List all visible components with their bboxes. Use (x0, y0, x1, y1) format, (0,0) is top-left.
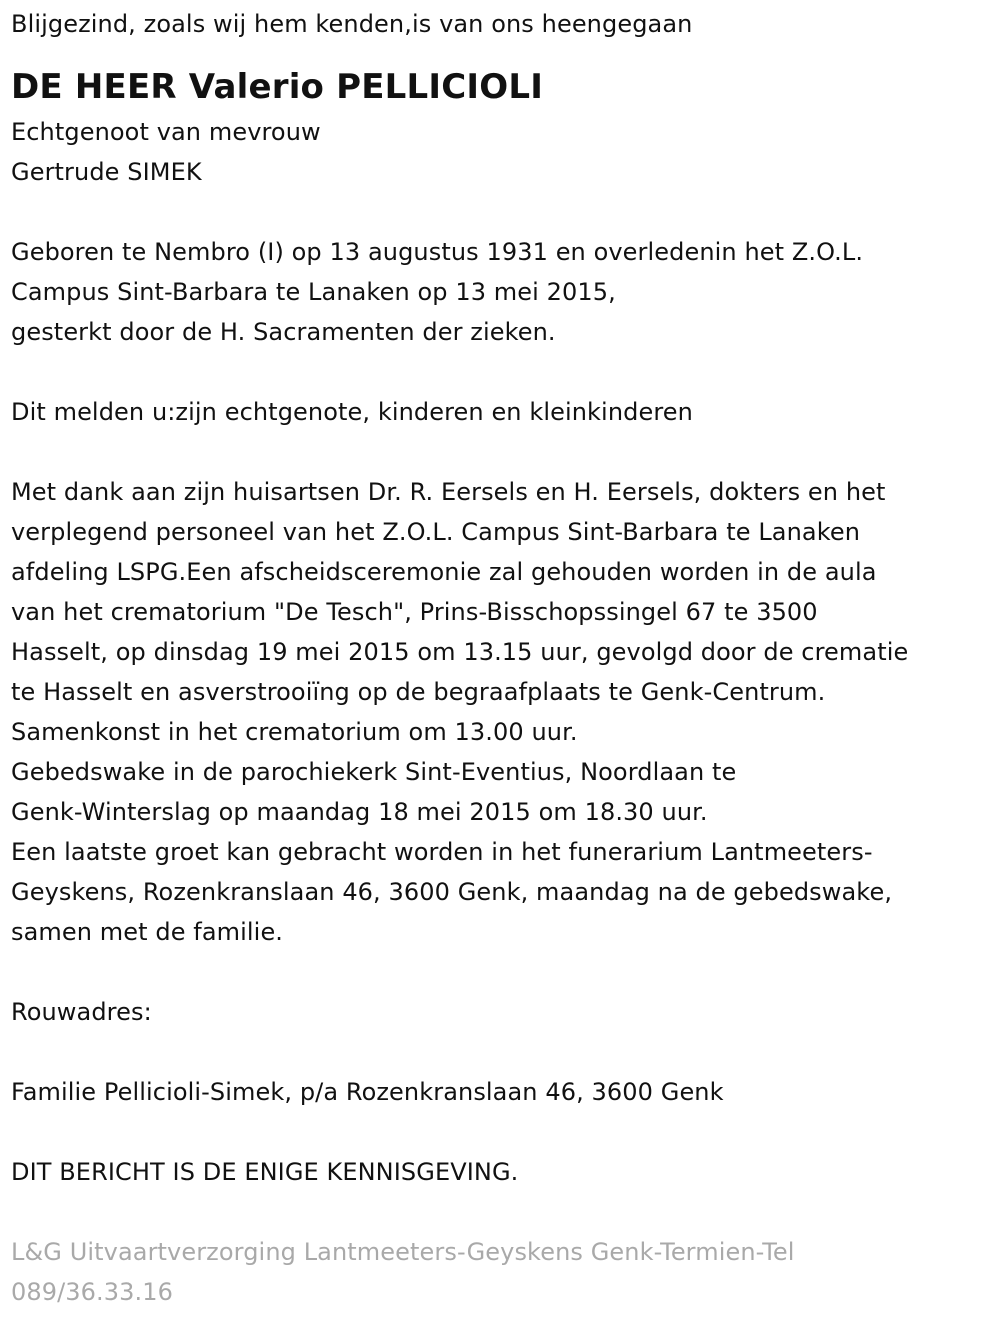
details-block (11, 472, 991, 952)
details-line: Een laatste groet kan gebracht worden in het funerarium Lantmeeters- (11, 838, 873, 866)
details-line: samen met de familie. (11, 918, 284, 946)
details-line: Samenkonst in het crematorium om 13.00 uur. (11, 718, 578, 746)
spacer (11, 952, 991, 992)
spacer (11, 1032, 991, 1072)
birth-death-line: Geboren te Nembro (I) op 13 augustus 1931 en overledenin het Z.O.L. (11, 238, 864, 266)
details-line: Genk-Winterslag op maandag 18 mei 2015 om 18.30 uur. (11, 798, 708, 826)
details-line: Hasselt, op dinsdag 19 mei 2015 om 13.15 uur, gevolgd door de crematie (11, 638, 909, 666)
deceased-name: DE HEER Valerio PELLICIOLI (11, 67, 544, 107)
details-line: Geyskens, Rozenkranslaan 46, 3600 Genk, maandag na de gebedswake, (11, 878, 893, 906)
details-line: Met dank aan zijn huisartsen Dr. R. Eersels en H. Eersels, dokters en het (11, 478, 886, 506)
address-label: Rouwadres: (11, 998, 152, 1026)
spacer (11, 432, 991, 472)
spacer (11, 192, 991, 232)
details-line: van het crematorium "De Tesch", Prins-Bisschopssingel 67 te 3500 (11, 598, 818, 626)
details-line: verplegend personeel van het Z.O.L. Campus Sint-Barbara te Lanaken (11, 518, 861, 546)
spouse-name: Gertrude SIMEK (11, 158, 202, 186)
birth-death-block (11, 232, 991, 352)
footer-line: 089/36.33.16 (11, 1278, 173, 1306)
notice-line: DIT BERICHT IS DE ENIGE KENNISGEVING. (11, 1158, 519, 1186)
mourning-address: Familie Pellicioli-Simek, p/a Rozenkranslaan 46, 3600 Genk (11, 1078, 724, 1106)
intro-line: Blijgezind, zoals wij hem kenden,is van ons heengegaan (11, 10, 693, 38)
funeral-home-footer (11, 1232, 991, 1312)
spacer (11, 352, 991, 392)
announcers-line: Dit melden u:zijn echtgenote, kinderen en kleinkinderen (11, 398, 693, 426)
birth-death-line: Campus Sint-Barbara te Lanaken op 13 mei 2015, (11, 278, 616, 306)
details-line: te Hasselt en asverstrooiïng op de begraafplaats te Genk-Centrum. (11, 678, 826, 706)
obituary-notice (11, 4, 991, 1312)
spacer (11, 1112, 991, 1152)
spacer (11, 1192, 991, 1232)
birth-death-line: gesterkt door de H. Sacramenten der zieken. (11, 318, 556, 346)
spouse-block (11, 112, 991, 192)
details-line: Gebedswake in de parochiekerk Sint-Eventius, Noordlaan te (11, 758, 737, 786)
details-line: afdeling LSPG.Een afscheidsceremonie zal gehouden worden in de aula (11, 558, 877, 586)
spouse-line: Echtgenoot van mevrouw (11, 118, 321, 146)
footer-line: L&G Uitvaartverzorging Lantmeeters-Geyskens Genk-Termien-Tel (11, 1238, 795, 1266)
